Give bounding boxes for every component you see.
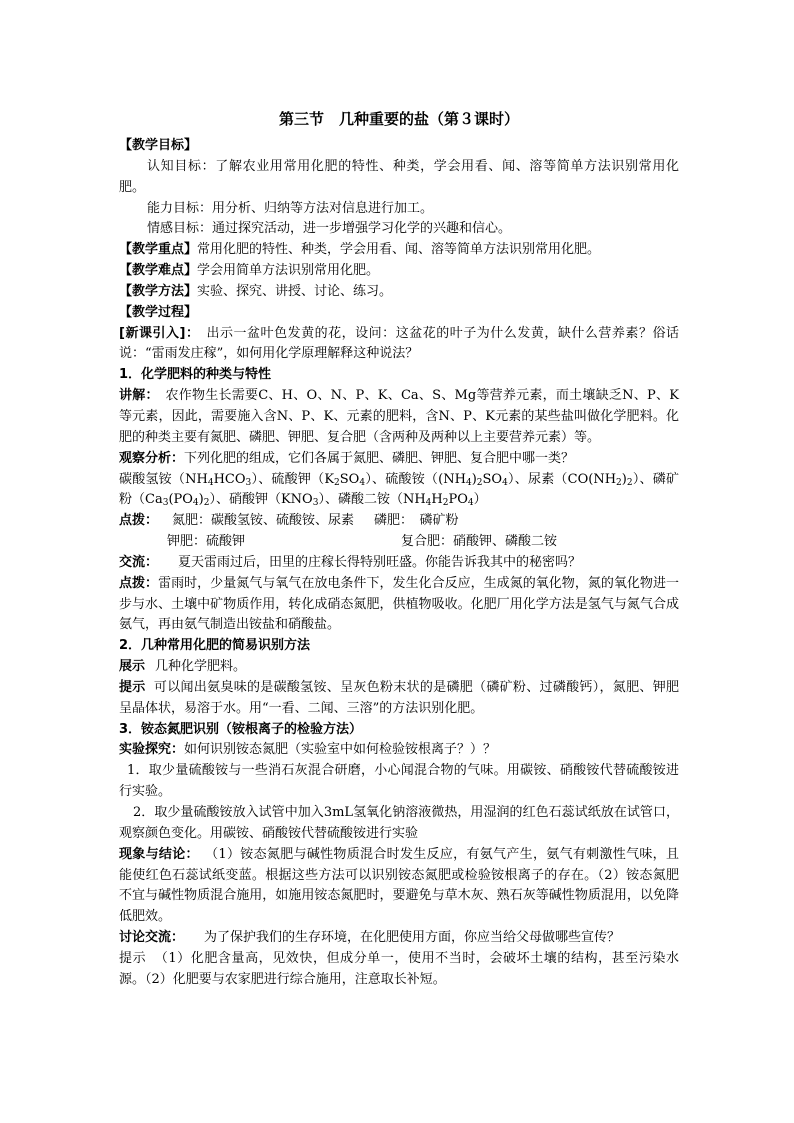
process-heading: 【教学过程】 (119, 304, 198, 320)
intro (119, 324, 679, 366)
difficulty-label: 【教学难点】 (119, 263, 198, 279)
exchange (119, 553, 679, 574)
phenomena-label: 现象与结论： (119, 846, 199, 862)
observe (119, 449, 679, 470)
point-nitrogen-phosphorus (119, 511, 679, 532)
explore (119, 740, 679, 761)
methods-text: 实验、探究、讲授、讨论、练习。 (197, 283, 393, 299)
observe-label: 观察分析： (119, 450, 185, 466)
intro-text: 出示一盆叶色发黄的花，设问：这盆花的叶子为什么发黄，缺什么营养素？俗话说：“雷雨发庄稼”，如何用化学原理解释这种说法？ (119, 325, 679, 362)
step2: 2．取少量硫酸铵放入试管中加入3mL氢氧化钠溶液微热，用湿润的红色石蕊试纸放在试管口，观察颜色变化。用碳铵、硝酸铵代替硫酸铵进行实验 (119, 805, 679, 841)
hint-label: 提示 (119, 679, 146, 695)
key-point-text: 常用化肥的特性、种类，学会用看、闻、溶等简单方法识别常用化肥。 (197, 242, 601, 258)
discuss-label: 讨论交流： (119, 930, 185, 946)
hint (119, 678, 679, 720)
step1: 1．取少量硫酸铵与一些消石灰混合研磨，小心闻混合物的气味。用碳铵、硝酸铵代替硫酸铵进行实验。 (119, 763, 679, 800)
emotion-objective: 情感目标：通过探究活动，进一步增强学习化学的兴趣和信心。 (147, 221, 512, 237)
point-potassium-compound (119, 532, 679, 553)
nitrogen-fertilizers: 氮肥：碳酸氢铵、硫酸铵、尿素 (172, 513, 355, 529)
ability-objective: 能力目标：用分析、归纳等方法对信息进行加工。 (147, 200, 434, 216)
potassium-fertilizers: 钾肥：硫酸钾 (167, 534, 246, 550)
discuss-text: 为了保护我们的生存环境，在化肥使用方面，你应当给父母做哪些宣传？ (204, 930, 621, 946)
point2-label: 点拨： (119, 575, 159, 591)
show-label: 展示 (119, 659, 146, 675)
tip-text: （1）化肥含量高，见效快，但成分单一，使用不当时，会破坏土壤的结构，甚至污染水源。（2）化肥要与农家肥进行综合施用，注意取长补短。 (119, 950, 679, 987)
page-title: 第三节 几种重要的盐（第３课时） (278, 110, 519, 128)
lecture (119, 386, 679, 449)
point2 (119, 574, 679, 637)
section2-heading: 2．几种常用化肥的简易识别方法 (119, 638, 311, 654)
tip (119, 949, 679, 991)
section1-heading: 1．化学肥料的种类与特性 (119, 367, 272, 383)
key-point (119, 240, 679, 261)
lecture-text: 农作物生长需要C、H、O、N、P、K、Ca、S、Mg等营养元素，而土壤缺乏N、P、K等元素，因此，需要施入含N、P、K、元素的肥料，含N、P、K元素的某些盐叫做化学肥料。化肥的种类主要有氮肥、磷肥、钾肥、复合肥（含两种及两种以上主要营养元素）等。 (119, 388, 679, 445)
key-point-label: 【教学重点】 (119, 242, 198, 258)
section3-heading: 3．铵态氮肥识别（铵根离子的检验方法） (119, 721, 363, 737)
explore-text: 如何识别铵态氮肥（实验室中如何检验铵根离子？）？ (184, 742, 497, 758)
exchange-text: 夏天雷雨过后，田里的庄稼长得特别旺盛。你能告诉我其中的秘密吗？ (178, 554, 582, 570)
methods-label: 【教学方法】 (119, 283, 198, 299)
methods (119, 282, 679, 303)
objectives-heading: 【教学目标】 (119, 138, 198, 153)
point2-text: 雷雨时，少量氮气与氧气在放电条件下，发生化合反应，生成氮的氧化物，氮的氧化物进一步与水、土壤中矿物质作用，转化成硝态氮肥，供植物吸收。化肥厂用化学方法是氢气与氮气合成氨气，再由氨气制造出铵盐和硝酸盐。 (119, 575, 679, 633)
compound-fertilizers: 复合肥：硝酸钾、磷酸二铵 (401, 534, 558, 550)
phosphorus-fertilizers: 磷肥： 磷矿粉 (374, 513, 459, 529)
observe-text: 下列化肥的组成，它们各属于氮肥、磷肥、钾肥、复合肥中哪一类？ (184, 450, 575, 466)
fertilizer-list: 碳酸氢铵$(NH_4HCO_3)$、硫酸钾$(K_2SO_4)$、硫酸铵$((NH_4)_2SO_4)$、尿素$(CO(NH_2)_2)$、磷矿粉$(Ca_3(PO_4)_2)$、硝酸钾$(KNO_3)$、磷酸二铵$(NH_4H_2PO_4)$ (119, 471, 679, 509)
discuss (119, 928, 679, 949)
difficulty (119, 261, 679, 282)
phenomena (119, 845, 679, 928)
hint-text: 可以闻出氨臭味的是碳酸氢铵、呈灰色粉末状的是磷肥（磷矿粉、过磷酸钙），氮肥、钾肥呈晶体状，易溶于水。用“一看、二闻、三溶”的方法识别化肥。 (119, 679, 679, 716)
show-text: 几种化学肥料。 (155, 659, 247, 675)
lecture-label: 讲解： (119, 388, 153, 404)
difficulty-text: 学会用简单方法识别常用化肥。 (197, 263, 380, 279)
exchange-label: 交流： (119, 554, 159, 570)
explore-label: 实验探究： (119, 742, 185, 758)
show (119, 657, 679, 678)
phenomena-text: （1）铵态氮肥与碱性物质混合时发生反应，有氨气产生，氨气有刺激性气味，且能使红色石蕊试纸变蓝。根据这些方法可以识别铵态氮肥或检验铵根离子的存在。（2）铵态氮肥不宜与碱性物质混合施用，如施用铵态氮肥时，要避免与草木灰、熟石灰等碱性物质混用，以免降低肥效。 (119, 846, 679, 925)
cognitive-objective: 认知目标：了解农业用常用化肥的特性、种类，学会用看、闻、溶等简单方法识别常用化肥。 (119, 158, 679, 195)
intro-label: [新课引入]： (119, 325, 193, 341)
document-body (119, 136, 679, 991)
tip-label: 提示 (119, 950, 147, 966)
point-label: 点拨： (119, 513, 159, 529)
